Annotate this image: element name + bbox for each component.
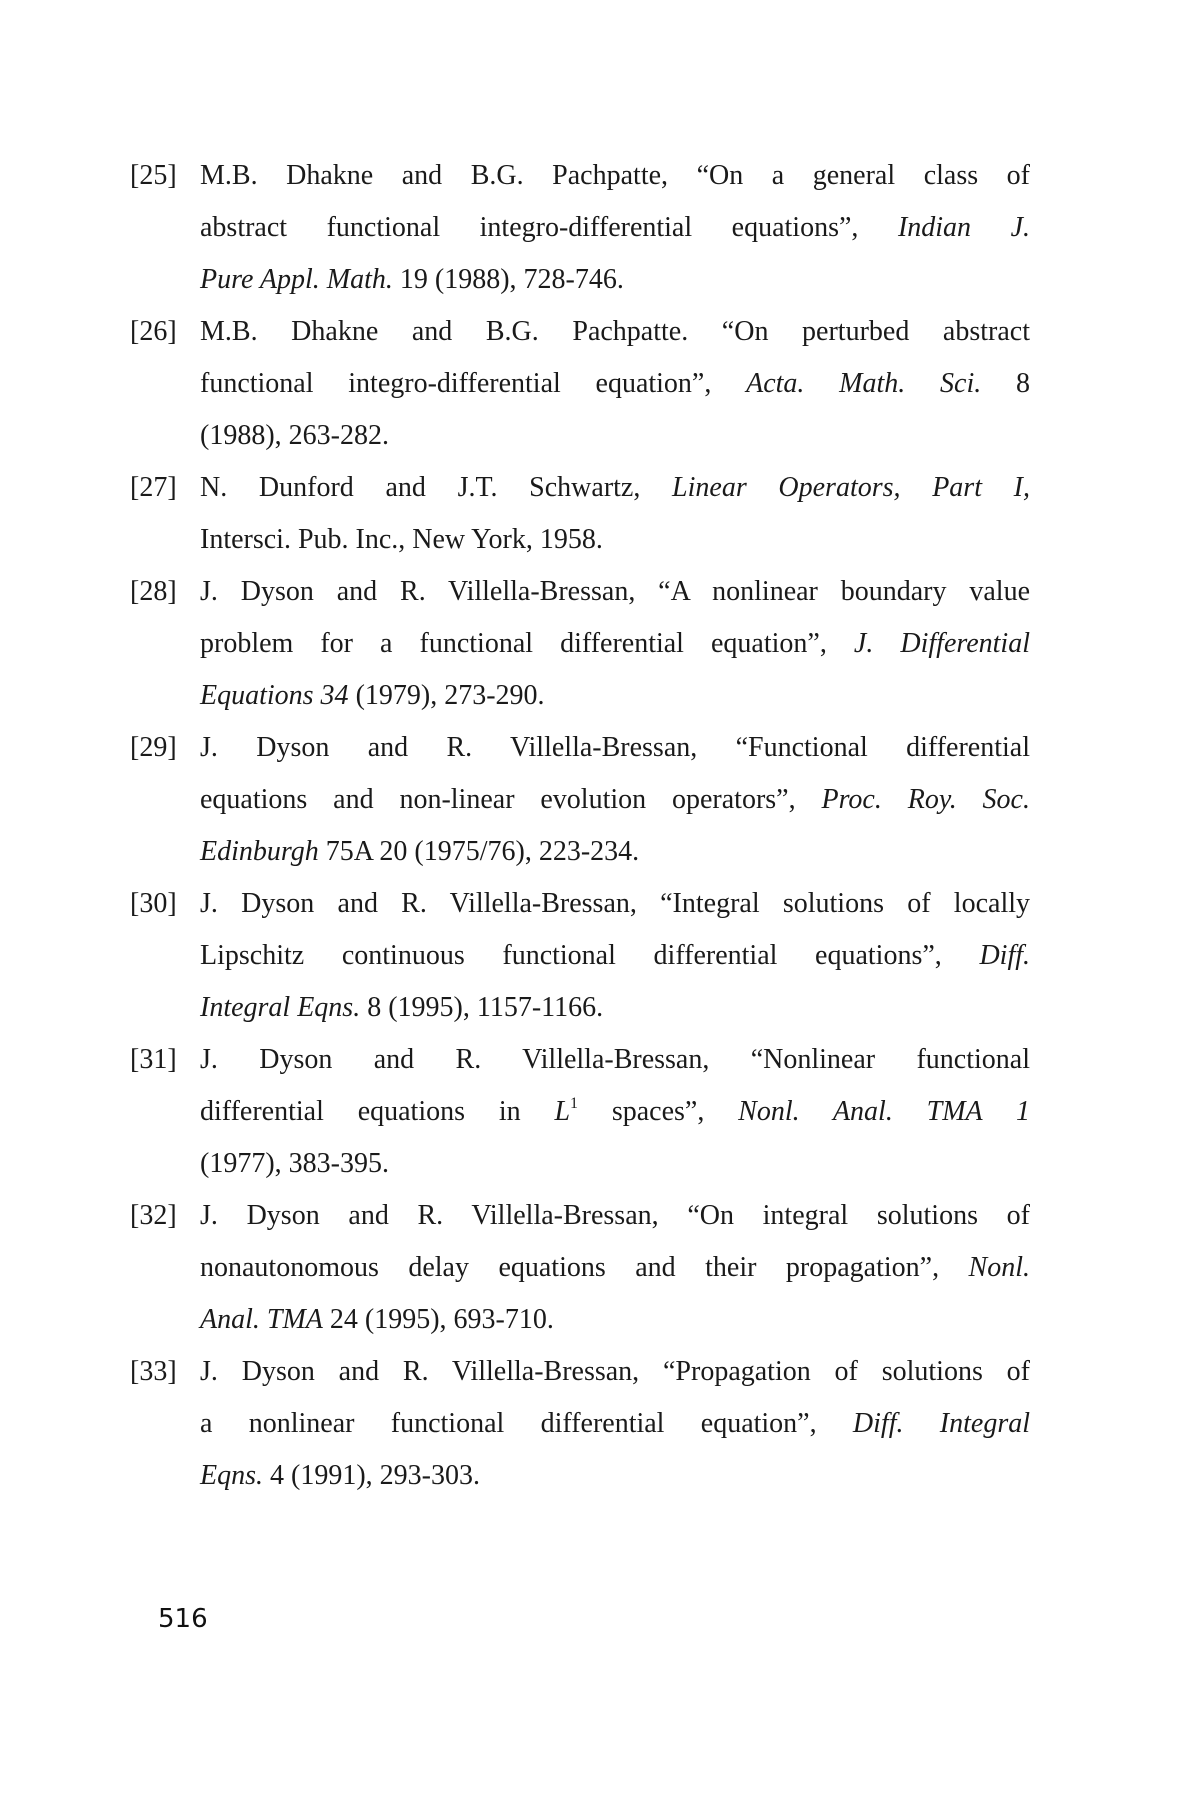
reference-number: [28] xyxy=(130,576,177,607)
reference-line xyxy=(200,1398,1030,1450)
italic-text: Anal. TMA xyxy=(200,1304,323,1335)
italic-text: Edinburgh xyxy=(200,836,319,867)
reference-number: [31] xyxy=(130,1044,177,1075)
text-run: 4 (1991), 293-303. xyxy=(263,1460,480,1491)
italic-text: L xyxy=(554,1096,571,1127)
text-run: 8 xyxy=(981,368,1030,399)
reference-entry xyxy=(130,722,1030,878)
reference-number: [25] xyxy=(130,160,177,191)
text-run: a nonlinear functional differential equation”, xyxy=(200,1408,853,1439)
text-run: J. Dyson and R. Villella-Bressan, “A nonlinear boundary value xyxy=(200,576,1030,607)
text-run: J. Dyson and R. Villella-Bressan, “Nonlinear functional xyxy=(200,1044,1030,1075)
reference-line xyxy=(200,930,1030,982)
reference-entry xyxy=(130,462,1030,566)
text-run: J. Dyson and R. Villella-Bressan, “Integral solutions of locally xyxy=(200,888,1030,919)
reference-entry xyxy=(130,1190,1030,1346)
italic-text: Eqns. xyxy=(200,1460,263,1491)
reference-line xyxy=(200,982,1030,1034)
text-run: (1977), 383-395. xyxy=(200,1148,389,1179)
text-run: differential equations in xyxy=(200,1096,555,1127)
reference-entry xyxy=(130,150,1030,306)
text-run: 24 (1995), 693-710. xyxy=(322,1304,554,1335)
reference-line xyxy=(200,254,1030,306)
reference-line xyxy=(200,618,1030,670)
italic-text: Diff. Integral xyxy=(852,1408,1030,1439)
reference-line xyxy=(200,202,1030,254)
reference-entry xyxy=(130,1034,1030,1190)
text-run: N. Dunford and J.T. Schwartz, xyxy=(200,472,673,503)
italic-text: J. Differential xyxy=(853,628,1030,659)
reference-line xyxy=(200,722,1030,774)
reference-line xyxy=(200,1294,1030,1346)
text-run: 19 (1988), 728-746. xyxy=(392,264,624,295)
reference-line xyxy=(200,1086,1030,1138)
reference-line xyxy=(200,566,1030,618)
reference-line xyxy=(200,774,1030,826)
text-run: spaces”, xyxy=(578,1096,739,1127)
italic-text: Diff. xyxy=(979,940,1030,971)
reference-entry xyxy=(130,566,1030,722)
text-run: functional integro-differential equation”, xyxy=(200,368,747,399)
italic-text: Pure Appl. Math. xyxy=(200,264,393,295)
reference-line xyxy=(200,1034,1030,1086)
italic-text: Nonl. xyxy=(968,1252,1030,1283)
text-run: problem for a functional differential equation”, xyxy=(200,628,854,659)
reference-line xyxy=(200,826,1030,878)
reference-entry xyxy=(130,306,1030,462)
reference-line xyxy=(200,878,1030,930)
reference-number: [29] xyxy=(130,732,177,763)
text-run: equations and non-linear evolution operators”, xyxy=(200,784,822,815)
reference-line xyxy=(200,670,1030,722)
reference-line xyxy=(200,306,1030,358)
reference-line xyxy=(200,1190,1030,1242)
text-run: M.B. Dhakne and B.G. Pachpatte, “On a general class of xyxy=(200,160,1030,191)
italic-text: Proc. Roy. Soc. xyxy=(821,784,1030,815)
italic-text: Indian J. xyxy=(897,212,1030,243)
reference-entry xyxy=(130,1346,1030,1502)
reference-line xyxy=(200,150,1030,202)
text-run: (1979), 273-290. xyxy=(348,680,545,711)
reference-number: [27] xyxy=(130,472,177,503)
superscript: 1 xyxy=(570,1095,579,1112)
text-run: Lipschitz continuous functional differential equations”, xyxy=(200,940,980,971)
page-number: 516 xyxy=(158,1604,208,1634)
reference-line xyxy=(200,514,1030,566)
text-run: nonautonomous delay equations and their propagation”, xyxy=(200,1252,969,1283)
reference-list xyxy=(130,150,1030,1502)
text-run: 8 (1995), 1157-1166. xyxy=(360,992,604,1023)
text-run: 75A 20 (1975/76), 223-234. xyxy=(318,836,640,867)
italic-text: Acta. Math. Sci. xyxy=(746,368,982,399)
text-run: Intersci. Pub. Inc., New York, 1958. xyxy=(200,524,603,555)
text-run: J. Dyson and R. Villella-Bressan, “Propagation of solutions of xyxy=(200,1356,1030,1387)
reference-line xyxy=(200,1138,1030,1190)
reference-entry xyxy=(130,878,1030,1034)
reference-line xyxy=(200,410,1030,462)
reference-number: [26] xyxy=(130,316,177,347)
reference-line xyxy=(200,1346,1030,1398)
italic-text: Integral Eqns. xyxy=(200,992,361,1023)
text-run: abstract functional integro-differential equations”, xyxy=(200,212,898,243)
italic-text: Equations 34 xyxy=(200,680,349,711)
text-run: J. Dyson and R. Villella-Bressan, “Functional differential xyxy=(200,732,1030,763)
reference-number: [33] xyxy=(130,1356,177,1387)
reference-line xyxy=(200,1450,1030,1502)
reference-line xyxy=(200,462,1030,514)
text-run: J. Dyson and R. Villella-Bressan, “On integral solutions of xyxy=(200,1200,1030,1231)
reference-line xyxy=(200,358,1030,410)
reference-line xyxy=(200,1242,1030,1294)
italic-text: Nonl. Anal. TMA 1 xyxy=(738,1096,1030,1127)
reference-number: [32] xyxy=(130,1200,177,1231)
text-run: (1988), 263-282. xyxy=(200,420,389,451)
text-run: M.B. Dhakne and B.G. Pachpatte. “On perturbed abstract xyxy=(200,316,1030,347)
italic-text: Linear Operators, Part I, xyxy=(672,472,1030,503)
reference-number: [30] xyxy=(130,888,177,919)
